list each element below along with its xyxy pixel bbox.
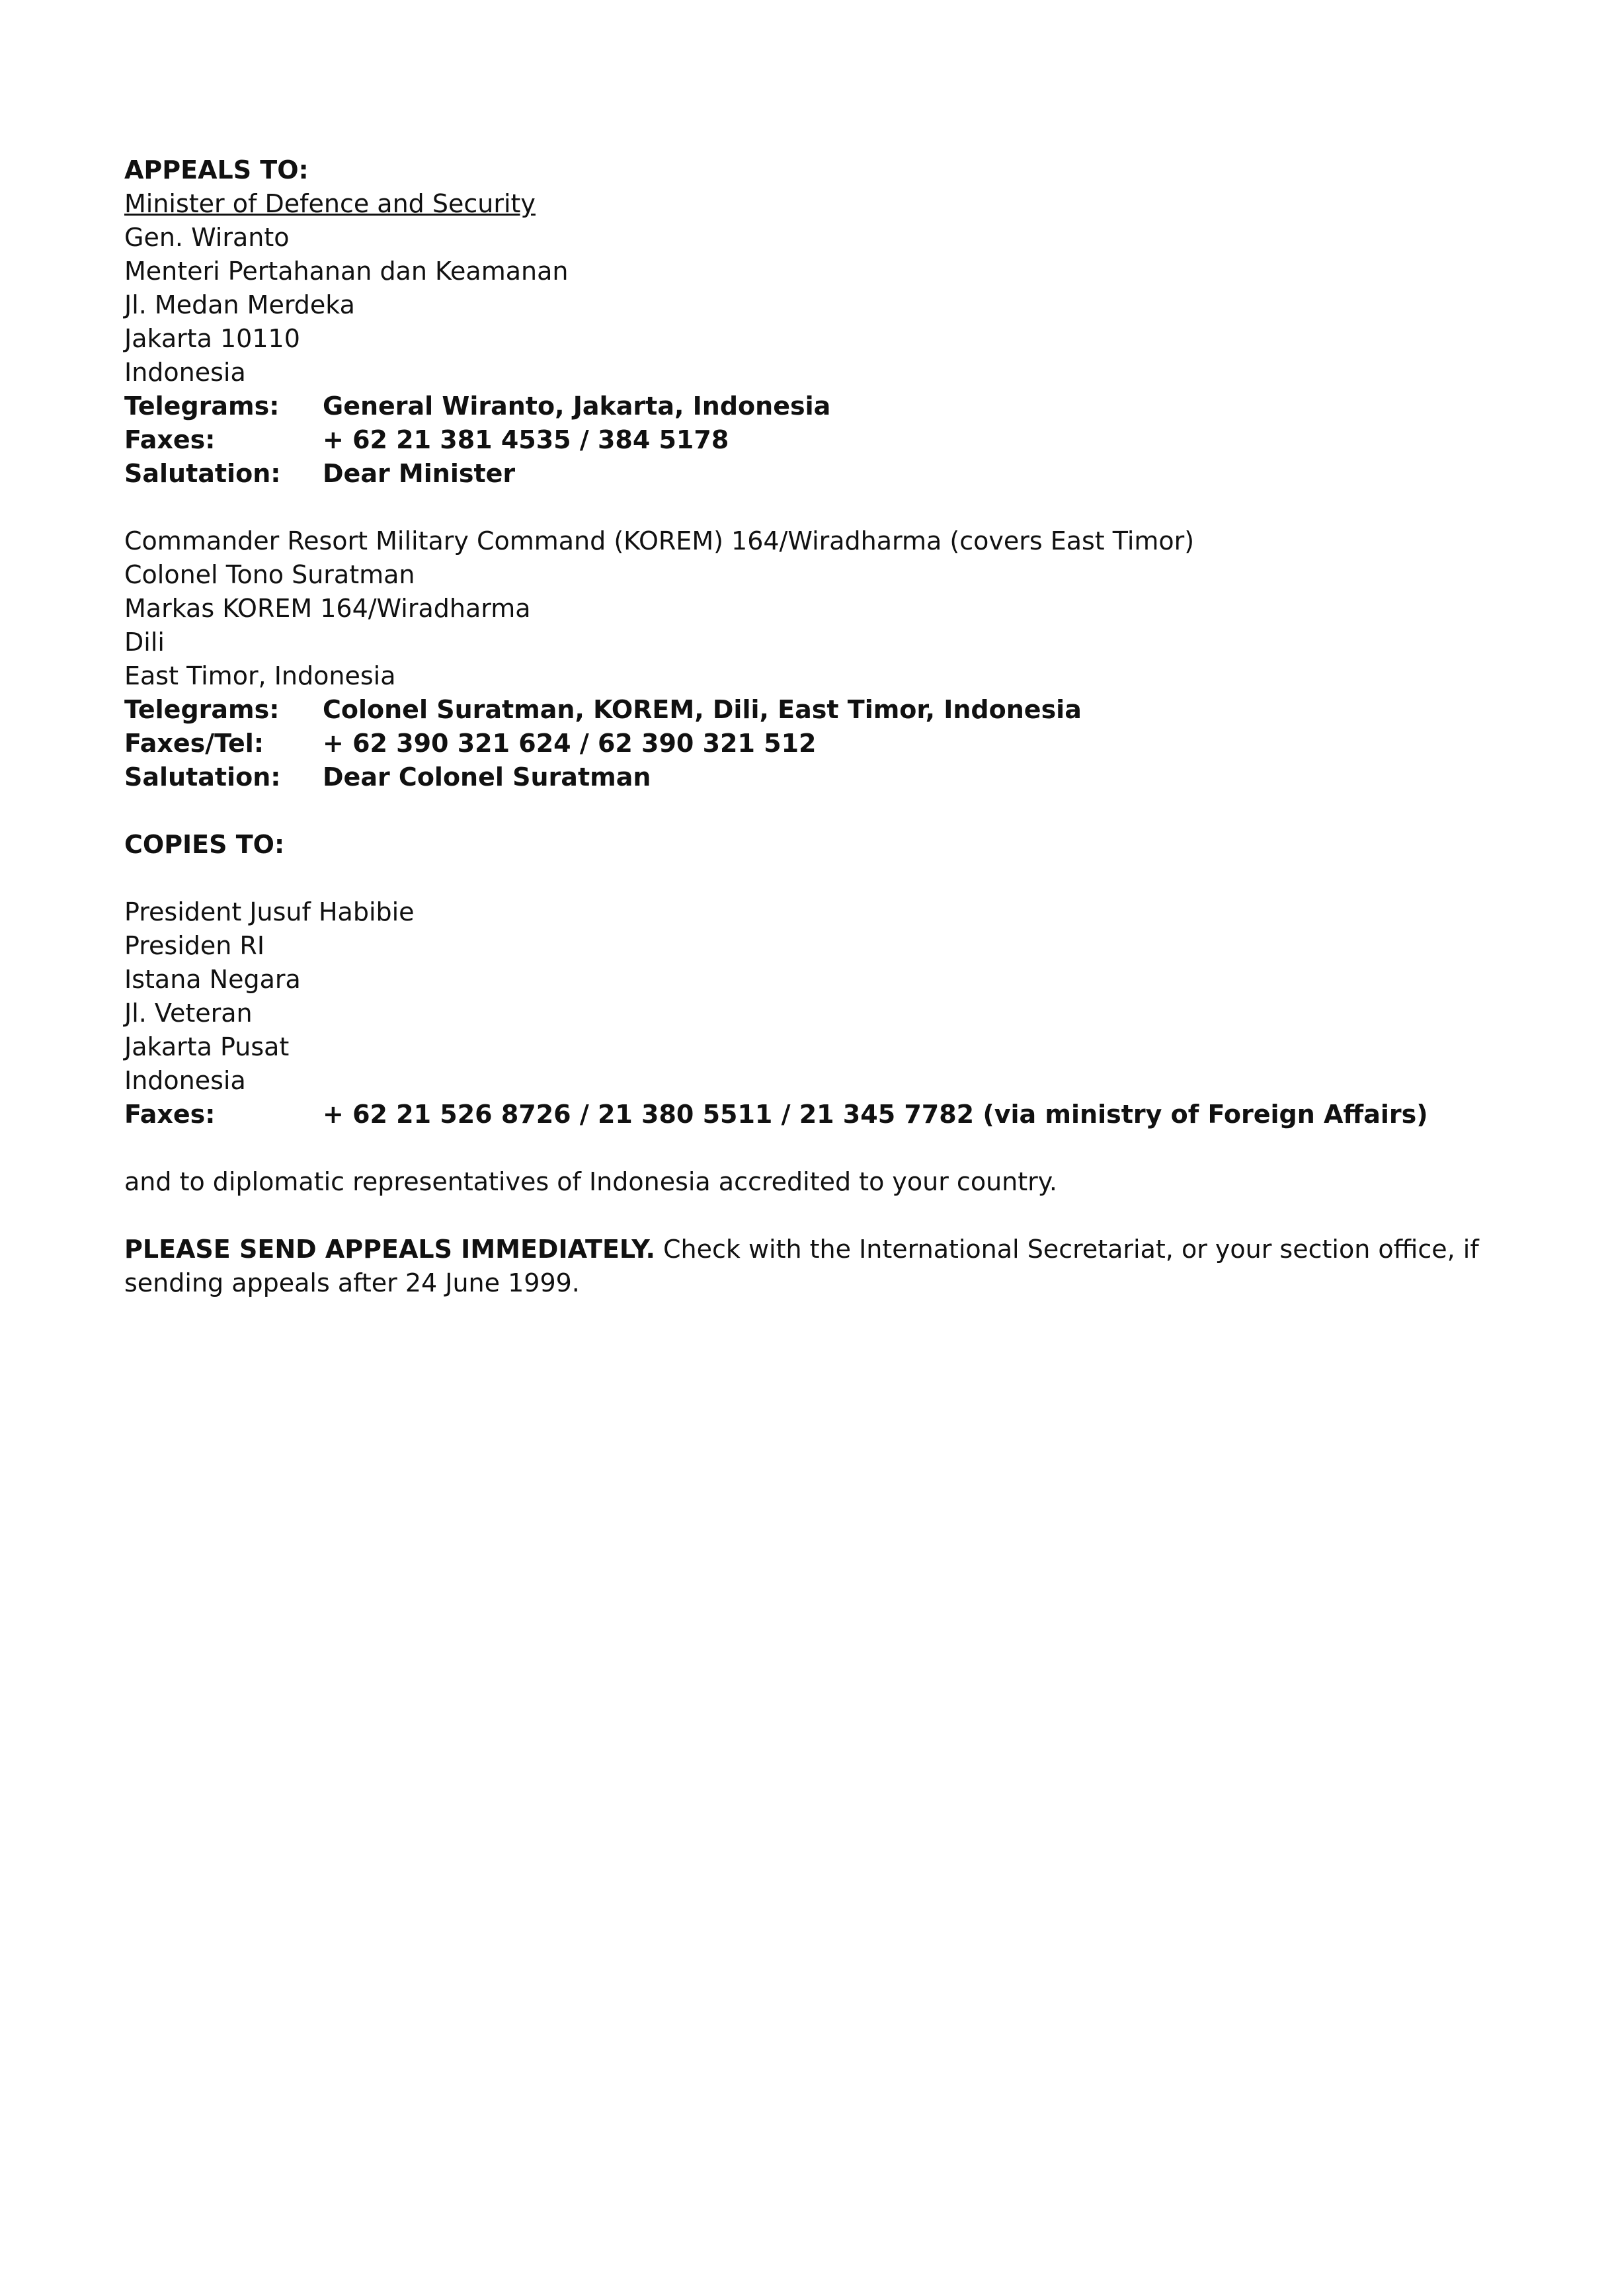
spacer <box>124 1199 1513 1233</box>
contact-value: Dear Minister <box>323 459 516 488</box>
address-line: East Timor, Indonesia <box>124 661 396 690</box>
minister-block <box>124 187 1513 491</box>
address-line: Jl. Veteran <box>124 999 253 1028</box>
contact-row <box>124 693 1513 727</box>
contact-value: + 62 390 321 624 / 62 390 321 512 <box>323 729 817 758</box>
address-line: Jl. Medan Merdeka <box>124 290 355 319</box>
contact-row <box>124 423 1513 457</box>
contact-value: + 62 21 526 8726 / 21 380 5511 / 21 345 7782 (via ministry of Foreign Affairs) <box>323 1100 1428 1129</box>
commander-block <box>124 524 1513 794</box>
address-line: Markas KOREM 164/Wiradharma <box>124 594 531 623</box>
closing-text: Check with the International Secretariat, or your section office, if sending appeals after 24 June 1999. <box>124 1235 1479 1297</box>
closing-bold-lead: PLEASE SEND APPEALS IMMEDIATELY. <box>124 1235 655 1264</box>
contact-label: Faxes: <box>124 425 216 454</box>
address-line: Dili <box>124 628 165 657</box>
contact-row <box>124 390 1513 423</box>
contact-row <box>124 1098 1513 1131</box>
contact-value: + 62 21 381 4535 / 384 5178 <box>323 425 729 454</box>
contact-row <box>124 457 1513 491</box>
contact-label: Faxes: <box>124 1100 216 1129</box>
address-line: Colonel Tono Suratman <box>124 560 415 589</box>
address-line: Jakarta 10110 <box>124 324 300 353</box>
spacer <box>124 491 1513 524</box>
contact-value: Colonel Suratman, KOREM, Dili, East Timor, Indonesia <box>323 695 1082 724</box>
contact-value: Dear Colonel Suratman <box>323 762 651 792</box>
address-line: Presiden RI <box>124 931 265 960</box>
contact-row <box>124 727 1513 760</box>
contact-label: Telegrams: <box>124 391 280 421</box>
address-line: Indonesia <box>124 358 246 387</box>
contact-label: Telegrams: <box>124 695 280 724</box>
document-page <box>124 153 1513 1300</box>
appeals-heading: APPEALS TO: <box>124 155 309 184</box>
contact-label: Salutation: <box>124 459 281 488</box>
contact-value: General Wiranto, Jakarta, Indonesia <box>323 391 831 421</box>
address-line: Jakarta Pusat <box>124 1032 290 1061</box>
diplomatic-note: and to diplomatic representatives of Indonesia accredited to your country. <box>124 1167 1057 1196</box>
president-block <box>124 895 1513 1131</box>
contact-label: Salutation: <box>124 762 281 792</box>
contact-row <box>124 760 1513 794</box>
address-line: Istana Negara <box>124 965 301 994</box>
address-line: Menteri Pertahanan dan Keamanan <box>124 257 569 286</box>
minister-title: Minister of Defence and Security <box>124 189 536 218</box>
spacer <box>124 862 1513 895</box>
address-line: Commander Resort Military Command (KOREM) 164/Wiradharma (covers East Timor) <box>124 526 1195 555</box>
address-line: President Jusuf Habibie <box>124 897 415 926</box>
spacer <box>124 1131 1513 1165</box>
spacer <box>124 794 1513 828</box>
copies-heading: COPIES TO: <box>124 830 285 859</box>
contact-label: Faxes/Tel: <box>124 729 264 758</box>
address-line: Gen. Wiranto <box>124 223 290 252</box>
closing-paragraph <box>124 1233 1500 1300</box>
address-line: Indonesia <box>124 1066 246 1095</box>
